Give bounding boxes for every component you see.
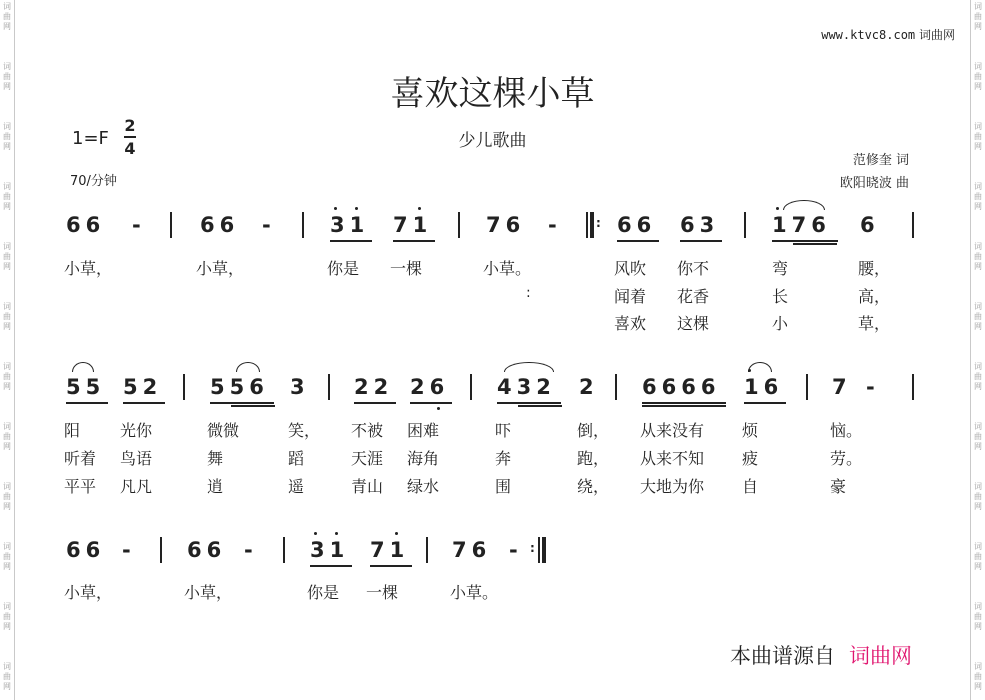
eighth-underline [354,402,396,404]
slur [236,362,260,372]
barline [283,537,285,563]
lyric: 小草， [64,259,113,278]
high-octave-dot [776,207,779,210]
barline [458,212,460,238]
note-group: 55 [66,375,106,399]
watermark-char: 词 [974,2,982,11]
note-group: 6666 [642,375,721,399]
eighth-underline [617,240,659,242]
high-octave-dot [355,207,358,210]
watermark-char: 曲 [974,432,982,441]
watermark-char: 网 [974,202,982,211]
lyric: 你不 [677,259,710,278]
watermark-char: 曲 [3,612,11,621]
watermark-char: 词 [3,122,11,131]
note-group: 31 [330,213,370,237]
lyric: 青山 [351,477,384,496]
watermark-char: 词 [3,362,11,371]
note-group: 66 [187,538,227,562]
watermark-char: 曲 [974,372,982,381]
watermark-char: 词 [3,302,11,311]
watermark-block [971,182,985,212]
lyric: 小草。 [483,259,532,278]
watermark-block [0,182,14,212]
note-group: 176 [772,213,831,237]
barline [744,212,746,238]
lyric: 跑， [577,449,610,468]
note-group: 66 [66,538,106,562]
eighth-underline [310,565,352,567]
note-group: 52 [123,375,163,399]
note-group: 66 [617,213,657,237]
lyric: 小草， [196,259,245,278]
watermark-char: 网 [3,322,11,331]
watermark-char: 曲 [974,252,982,261]
time-signature-top: 2 [124,116,136,135]
lyric: 舞 [207,449,224,468]
barline [160,537,162,563]
high-octave-dot [395,532,398,535]
lyric: 小草。 [450,583,499,602]
lyric: 喜欢 [614,314,647,333]
repeat-start-thick [590,212,594,238]
lyric: 大地为你 [640,477,705,496]
watermark-char: 词 [974,662,982,671]
watermark-block [971,662,985,692]
note-group: 26 [410,375,450,399]
watermark-char: 词 [974,602,982,611]
eighth-underline [330,240,372,242]
barline [912,212,914,238]
watermark-char: 曲 [974,492,982,501]
lyric: 蹈 [288,449,305,468]
watermark-char: 曲 [974,132,982,141]
lyric: 逍 [207,477,224,496]
lyric: 遥 [288,477,305,496]
lyric: 天涯 [351,449,384,468]
note-group: 66 [200,213,240,237]
repeat-dots: : [530,541,535,555]
sixteenth-underline [793,243,837,245]
watermark-char: 网 [974,322,982,331]
note-group: 31 [310,538,350,562]
eighth-underline [66,402,108,404]
note-group: 76 [452,538,492,562]
watermark-char: 词 [3,602,11,611]
watermark-char: 网 [974,22,982,31]
watermark-char: 词 [974,482,982,491]
note-dash: - [132,213,146,237]
lyric: 闻着 [614,287,647,306]
watermark-char: 词 [974,122,982,131]
repeat-end-thin [538,537,540,563]
sixteenth-underline [642,405,726,407]
footer-source [730,640,912,670]
watermark-block [0,662,14,692]
watermark-block [0,2,14,32]
watermark-char: 曲 [3,432,11,441]
watermark-char: 曲 [974,612,982,621]
note-dash: - [122,538,136,562]
repeat-end-thick [542,537,546,563]
lyric: 烦 [742,421,759,440]
watermark-char: 网 [974,142,982,151]
note-dash: - [509,538,523,562]
lyricist-credit: 范修奎 词 [852,153,909,168]
lyrics-line-1-verse-2 [0,284,985,314]
watermark-char: 曲 [3,312,11,321]
watermark-char: 曲 [974,672,982,681]
repeat-colon: : [526,285,531,301]
lyric: 高， [858,287,891,306]
lyric: 你是 [307,583,340,602]
site-url[interactable]: www.ktvc8.com [821,28,916,42]
note-group: 7 [832,375,852,399]
lyric: 不被 [351,421,384,440]
lyric: 小 [772,314,789,333]
score-line-2-notes [0,374,985,404]
song-subtitle: 少儿歌曲 [458,131,527,151]
lyric: 光你 [120,421,153,440]
lyric: 恼。 [830,421,863,440]
watermark-char: 曲 [3,492,11,501]
lyrics-line-3-verse-1 [0,580,985,610]
barline [615,374,617,400]
footer-text: 本曲谱源自 [730,644,835,668]
watermark-char: 词 [974,542,982,551]
watermark-char: 词 [974,182,982,191]
watermark-char: 词 [3,542,11,551]
watermark-char: 网 [3,562,11,571]
watermark-char: 网 [3,622,11,631]
footer-brand-link[interactable]: 词曲网 [849,644,912,668]
score-line-1-notes [0,212,985,242]
lyric: 绕， [577,477,610,496]
lyric: 阳 [64,421,81,440]
slur [748,362,772,372]
lyric: 困难 [407,421,440,440]
lyric: 小草， [64,583,113,602]
lyrics-line-1-verse-1 [0,256,985,286]
watermark-char: 曲 [974,12,982,21]
sixteenth-underline [231,405,275,407]
note-group: 22 [354,375,394,399]
watermark-char: 网 [3,142,11,151]
note-dash: - [548,213,562,237]
lyric: 鸟语 [120,449,153,468]
note-group: 66 [66,213,106,237]
score-line-3-notes [0,537,985,567]
time-signature [123,115,137,159]
note-group: 71 [370,538,410,562]
lyric: 你是 [327,259,360,278]
watermark-char: 曲 [974,192,982,201]
lyric: 花香 [677,287,710,306]
lyric: 一棵 [390,259,423,278]
barline [806,374,808,400]
watermark-char: 曲 [3,372,11,381]
lyric: 草， [858,314,891,333]
lyric: 这棵 [677,314,710,333]
repeat-dots: : [596,216,601,230]
lyric: 围 [495,477,512,496]
lyric: 疲 [742,449,759,468]
lyric: 听着 [64,449,97,468]
lyric: 从来不知 [640,449,705,468]
watermark-char: 曲 [974,72,982,81]
eighth-underline [370,565,412,567]
lyric: 长 [772,287,789,306]
eighth-underline [410,402,452,404]
watermark-char: 曲 [974,552,982,561]
eighth-underline [642,402,726,404]
lyric: 海角 [407,449,440,468]
time-signature-bottom: 4 [124,138,136,158]
high-octave-dot [418,207,421,210]
watermark-char: 词 [3,482,11,491]
note-dash: - [262,213,276,237]
watermark-char: 曲 [3,672,11,681]
watermark-char: 词 [974,242,982,251]
low-octave-dot [437,407,440,410]
barline [470,374,472,400]
note-group: 556 [210,375,269,399]
eighth-underline [680,240,722,242]
lyric: 凡凡 [120,477,153,496]
watermark-char: 词 [3,242,11,251]
barline [302,212,304,238]
tempo: 70/分钟 [70,174,117,189]
repeat-start-thin [586,212,588,238]
barline [328,374,330,400]
watermark-char: 词 [3,662,11,671]
lyric: 风吹 [614,259,647,278]
composer-credit: 欧阳晓波 曲 [839,176,909,191]
slur [783,200,825,210]
high-octave-dot [314,532,317,535]
lyric: 绿水 [407,477,440,496]
lyric: 平平 [64,477,97,496]
watermark-char: 曲 [3,252,11,261]
high-octave-dot [334,207,337,210]
watermark-char: 网 [974,382,982,391]
watermark-char: 网 [3,202,11,211]
watermark-char: 词 [974,302,982,311]
lyric: 腰， [858,259,891,278]
key-signature: 1=F [72,128,109,149]
watermark-char: 网 [974,622,982,631]
song-title: 喜欢这棵小草 [390,74,595,114]
watermark-char: 网 [974,82,982,91]
watermark-char: 曲 [3,12,11,21]
slur [504,362,554,372]
slur [72,362,94,372]
barline [170,212,172,238]
lyric: 奔 [495,449,512,468]
site-name[interactable]: 词曲网 [918,28,955,42]
watermark-char: 网 [3,82,11,91]
watermark-char: 网 [3,502,11,511]
sixteenth-underline [518,405,562,407]
watermark-char: 网 [974,262,982,271]
barline [912,374,914,400]
watermark-char: 网 [3,682,11,691]
watermark-char: 网 [974,502,982,511]
lyric: 微微 [207,421,240,440]
lyric: 笑， [288,421,321,440]
watermark-char: 词 [3,422,11,431]
watermark-char: 网 [974,682,982,691]
barline [183,374,185,400]
watermark-char: 网 [3,442,11,451]
note-group: 6 [860,213,880,237]
lyrics-line-2-verse-1 [0,418,985,448]
watermark-char: 曲 [3,132,11,141]
note-group: 432 [497,375,556,399]
watermark-char: 词 [3,62,11,71]
eighth-underline [744,402,786,404]
note-group: 63 [680,213,720,237]
lyric: 弯 [772,259,789,278]
lyrics-line-2-verse-3 [0,474,985,504]
note-dash: - [244,538,258,562]
lyric: 豪 [830,477,847,496]
lyric: 自 [742,477,759,496]
watermark-char: 网 [974,562,982,571]
watermark-char: 词 [3,2,11,11]
high-octave-dot [335,532,338,535]
watermark-char: 词 [974,62,982,71]
lyric: 从来没有 [640,421,705,440]
watermark-char: 词 [3,182,11,191]
watermark-char: 词 [974,362,982,371]
barline [426,537,428,563]
watermark-char: 网 [974,442,982,451]
watermark-char: 曲 [3,72,11,81]
watermark-char: 网 [3,22,11,31]
note-group: 3 [290,375,310,399]
lyric: 吓 [495,421,512,440]
eighth-underline [393,240,435,242]
note-group: 71 [393,213,433,237]
eighth-underline [210,402,274,404]
lyric: 劳。 [830,449,863,468]
lyrics-line-1-verse-3 [0,311,985,341]
note-dash: - [866,375,880,399]
lyric: 小草， [184,583,233,602]
watermark-char: 网 [3,382,11,391]
note-group: 76 [486,213,526,237]
lyric: 一棵 [366,583,399,602]
watermark-char: 网 [3,262,11,271]
eighth-underline [772,240,838,242]
site-header [821,26,955,43]
lyric: 倒， [577,421,610,440]
lyrics-line-2-verse-2 [0,446,985,476]
watermark-char: 曲 [974,312,982,321]
eighth-underline [123,402,165,404]
note-group: 2 [579,375,599,399]
note-group: 16 [744,375,784,399]
eighth-underline [497,402,561,404]
watermark-char: 词 [974,422,982,431]
watermark-char: 曲 [3,192,11,201]
watermark-char: 曲 [3,552,11,561]
watermark-block [971,2,985,32]
high-octave-dot [748,369,751,372]
